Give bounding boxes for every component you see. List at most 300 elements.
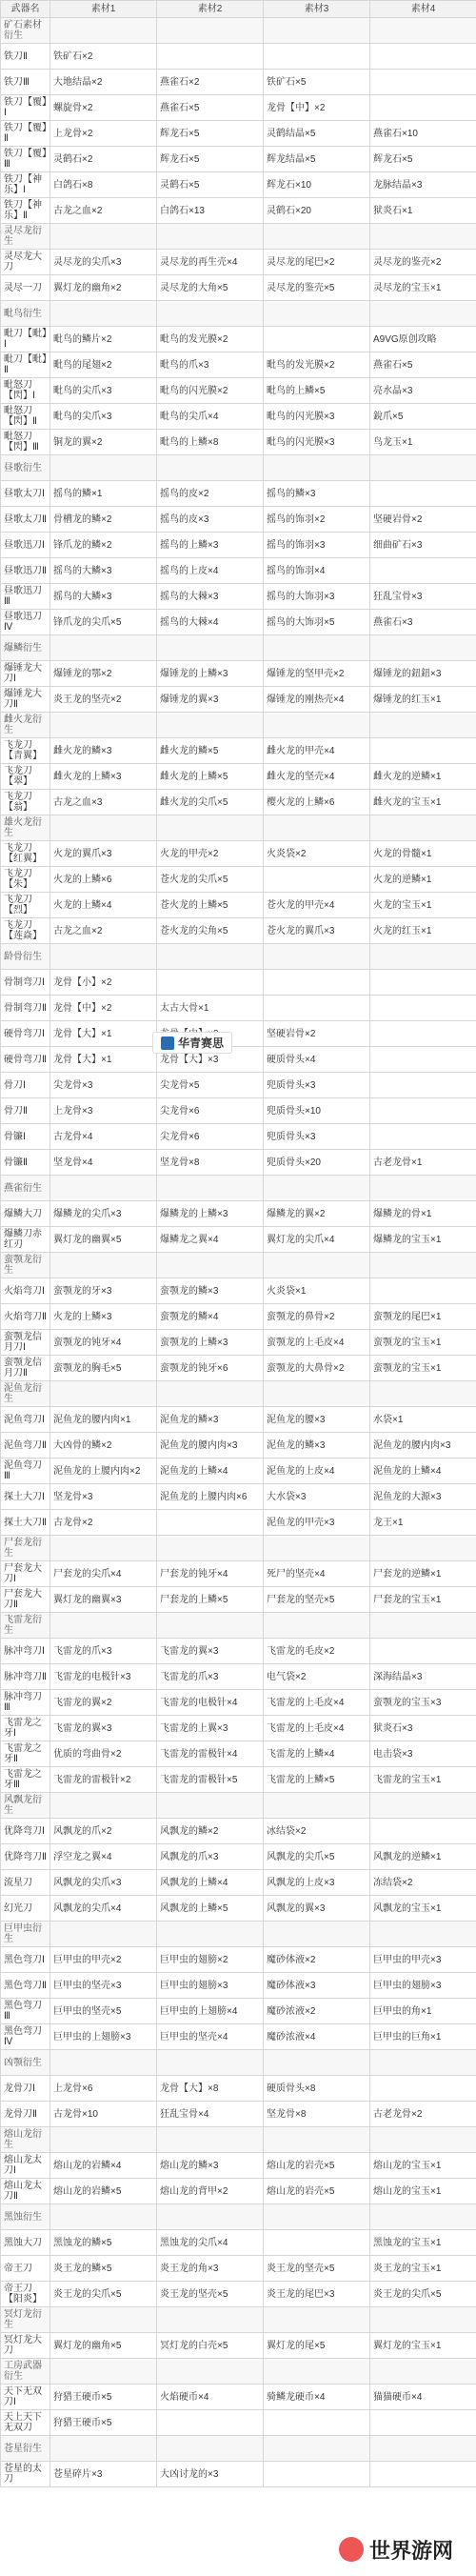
table-row bbox=[1, 867, 476, 893]
weapon-name-cell: 硬骨弯刀Ⅰ bbox=[1, 1021, 50, 1047]
material-cell: 狱炎石×3 bbox=[370, 1716, 476, 1741]
material-cell: 兜质骨头×20 bbox=[264, 1150, 370, 1176]
material-cell: 辉龙石×5 bbox=[370, 147, 476, 172]
material-cell: 魔砂体液×2 bbox=[264, 1947, 370, 1973]
weapon-name-cell: 黑蚀衍生 bbox=[1, 2204, 50, 2230]
material-cell: 炎王龙的尾巴×3 bbox=[264, 2282, 370, 2307]
weapon-name-cell: 飞雷龙之牙Ⅱ bbox=[1, 1741, 50, 1767]
material-cell: 翼灯龙的尾×5 bbox=[264, 2333, 370, 2359]
material-cell bbox=[50, 944, 157, 970]
material-cell: 猫猫硬币×4 bbox=[370, 2385, 476, 2410]
material-cell: 巨甲虫的翅膀×3 bbox=[157, 1973, 264, 1999]
material-cell bbox=[370, 224, 476, 250]
material-cell: 飞雷龙的电极针×4 bbox=[157, 1690, 264, 1716]
material-cell: 炎王龙的尖爪×5 bbox=[370, 2282, 476, 2307]
material-cell bbox=[264, 1613, 370, 1639]
material-cell: 辉龙石×10 bbox=[264, 172, 370, 198]
material-cell: 蛮颚龙的上鳞×3 bbox=[157, 1330, 264, 1356]
weapon-name-cell: 冥灯龙大刀 bbox=[1, 2333, 50, 2359]
material-cell: 苍火龙的尖爪×5 bbox=[157, 867, 264, 893]
material-cell: 蛮颚龙的宝玉×1 bbox=[370, 1356, 476, 1381]
weapon-name-cell: 苍星衍生 bbox=[1, 2436, 50, 2462]
weapon-name-cell: 脉冲弯刀Ⅰ bbox=[1, 1639, 50, 1664]
material-cell bbox=[264, 2307, 370, 2333]
material-cell: 风飘龙的上皮×3 bbox=[264, 1870, 370, 1896]
weapon-name-cell: 幻光刀 bbox=[1, 1896, 50, 1922]
material-cell: 爆锤龙的上鳞×3 bbox=[157, 661, 264, 687]
material-cell: 炎王龙的宝玉×1 bbox=[370, 2256, 476, 2282]
material-cell bbox=[157, 1176, 264, 1201]
header-weapon: 武器名 bbox=[1, 1, 50, 18]
material-cell: 风飘龙的逆鳞×1 bbox=[370, 1844, 476, 1870]
weapon-name-cell: 蛮颚龙信月刀Ⅱ bbox=[1, 1356, 50, 1381]
material-cell: 熔山龙的岩壳×5 bbox=[264, 2153, 370, 2179]
material-cell: 摇鸟的上皮×4 bbox=[157, 558, 264, 584]
table-row bbox=[1, 2102, 476, 2127]
table-row bbox=[1, 1767, 476, 1793]
material-cell: 灵尽龙的宝玉×1 bbox=[370, 275, 476, 301]
material-cell: 龙骨【大】×3 bbox=[157, 1047, 264, 1073]
table-row bbox=[1, 1999, 476, 2024]
material-cell: 雌火龙的上鳞×3 bbox=[50, 764, 157, 790]
material-cell bbox=[370, 944, 476, 970]
material-cell: 黑蚀龙的宝玉×1 bbox=[370, 2230, 476, 2256]
weapon-name-cell: 帝王刀 bbox=[1, 2256, 50, 2282]
weapon-name-cell: 黑色弯刀Ⅳ bbox=[1, 2024, 50, 2050]
material-cell: 巨甲虫的甲壳×2 bbox=[50, 1947, 157, 1973]
weapon-name-cell: 飞龙刀【朱】 bbox=[1, 867, 50, 893]
material-cell: 巨甲虫的上翅膀×3 bbox=[50, 2024, 157, 2050]
table-row bbox=[1, 713, 476, 738]
material-cell: 火龙的骨髓×1 bbox=[370, 841, 476, 867]
material-cell: 毗鸟的发光膜×2 bbox=[264, 352, 370, 378]
material-cell: 龙骨【小】×2 bbox=[50, 970, 157, 996]
material-cell: 尸套龙的上鳞×5 bbox=[157, 1587, 264, 1613]
material-cell bbox=[370, 996, 476, 1021]
material-cell: 摇鸟的大棘×4 bbox=[157, 610, 264, 635]
material-cell: 飞雷龙的翼×2 bbox=[50, 1690, 157, 1716]
material-cell: 爆锤龙的刚热壳×4 bbox=[264, 687, 370, 713]
weapon-name-cell: 黑色弯刀Ⅰ bbox=[1, 1947, 50, 1973]
material-cell: 水袋×1 bbox=[370, 1407, 476, 1433]
material-cell: 毗鸟的发光膜×2 bbox=[157, 327, 264, 352]
material-cell: 古老龙骨×2 bbox=[370, 2102, 476, 2127]
table-row bbox=[1, 1047, 476, 1073]
table-row bbox=[1, 2153, 476, 2179]
material-cell: 铜龙的翼×2 bbox=[50, 430, 157, 455]
table-row bbox=[1, 147, 476, 172]
weapon-name-cell: 爆鳞刀赤红刃 bbox=[1, 1227, 50, 1253]
table-row bbox=[1, 1278, 476, 1304]
weapon-name-cell: 灵尽龙大刀 bbox=[1, 250, 50, 275]
table-row bbox=[1, 1304, 476, 1330]
material-cell bbox=[370, 1819, 476, 1844]
table-row bbox=[1, 1253, 476, 1278]
table-row bbox=[1, 121, 476, 147]
weapon-name-cell: 毗鸟衍生 bbox=[1, 301, 50, 327]
material-cell: 炎王龙的坚壳×5 bbox=[157, 2282, 264, 2307]
material-cell: 兜质骨头×3 bbox=[264, 1073, 370, 1098]
weapon-name-cell: 燕雀衍生 bbox=[1, 1176, 50, 1201]
material-cell bbox=[157, 2436, 264, 2462]
table-row bbox=[1, 764, 476, 790]
material-cell bbox=[370, 738, 476, 764]
material-cell bbox=[50, 1793, 157, 1819]
table-row bbox=[1, 918, 476, 944]
material-cell: 狩猎王硬币×5 bbox=[50, 2385, 157, 2410]
material-cell: 电气袋×2 bbox=[264, 1664, 370, 1690]
material-cell: 优质的弯曲骨×2 bbox=[50, 1741, 157, 1767]
material-cell bbox=[50, 301, 157, 327]
material-cell: 古龙之血×3 bbox=[50, 790, 157, 815]
weapon-name-cell: 泥鱼弯刀Ⅰ bbox=[1, 1407, 50, 1433]
material-cell: 火龙的上鳞×3 bbox=[50, 1304, 157, 1330]
material-cell: 雌火龙的尖爪×5 bbox=[157, 790, 264, 815]
material-cell bbox=[157, 2204, 264, 2230]
material-cell bbox=[370, 301, 476, 327]
material-cell: 雌火龙的宝玉×1 bbox=[370, 790, 476, 815]
material-cell: 魔砂浓液×2 bbox=[264, 1999, 370, 2024]
material-cell: 巨甲虫的坚壳×3 bbox=[50, 1973, 157, 1999]
material-cell bbox=[370, 558, 476, 584]
material-cell bbox=[157, 1536, 264, 1561]
material-cell bbox=[370, 2462, 476, 2487]
table-row bbox=[1, 1510, 476, 1536]
material-cell: 熔山龙的宝玉×1 bbox=[370, 2153, 476, 2179]
weapon-name-cell: 冥灯龙衍生 bbox=[1, 2307, 50, 2333]
material-cell: 飞雷龙的爪×3 bbox=[157, 1664, 264, 1690]
material-cell: 风飘龙的翼×3 bbox=[264, 1896, 370, 1922]
weapon-name-cell: 黑蚀大刀 bbox=[1, 2230, 50, 2256]
material-cell: 摇鸟的上鳞×3 bbox=[157, 533, 264, 558]
material-cell bbox=[157, 2359, 264, 2385]
material-cell bbox=[50, 1253, 157, 1278]
material-cell bbox=[157, 1793, 264, 1819]
weapon-name-cell: 熔山龙太刀Ⅰ bbox=[1, 2153, 50, 2179]
weapon-name-cell: 昼歌迅刀Ⅲ bbox=[1, 584, 50, 610]
material-cell: 泥鱼龙的甲壳×3 bbox=[264, 1510, 370, 1536]
weapon-name-cell: 泥鱼龙衍生 bbox=[1, 1381, 50, 1407]
weapon-name-cell: 铁刀【覆】Ⅰ bbox=[1, 95, 50, 121]
material-cell: 坚龙骨×4 bbox=[50, 1150, 157, 1176]
table-row bbox=[1, 1227, 476, 1253]
material-cell: A9VG原创攻略 bbox=[370, 327, 476, 352]
material-cell: 爆鳞龙的翼×2 bbox=[264, 1201, 370, 1227]
weapon-name-cell: 铁刀【覆】Ⅲ bbox=[1, 147, 50, 172]
material-cell bbox=[264, 327, 370, 352]
weapon-name-cell: 昼歌迅刀Ⅰ bbox=[1, 533, 50, 558]
table-row bbox=[1, 1870, 476, 1896]
material-cell bbox=[264, 815, 370, 841]
material-cell: 龙王×1 bbox=[370, 1510, 476, 1536]
material-cell: 熔山龙的宝玉×1 bbox=[370, 2179, 476, 2204]
material-cell bbox=[264, 944, 370, 970]
material-cell bbox=[370, 1922, 476, 1947]
material-cell: 毗鸟的上鳞×5 bbox=[264, 378, 370, 404]
material-cell: 雌火龙的上鳞×5 bbox=[157, 764, 264, 790]
material-cell: 毗鸟的尖爪×4 bbox=[157, 404, 264, 430]
material-cell: 黑蚀龙的尖爪×4 bbox=[157, 2230, 264, 2256]
material-cell bbox=[370, 1793, 476, 1819]
material-cell: 巨甲虫的翅膀×2 bbox=[157, 1947, 264, 1973]
material-cell bbox=[50, 1613, 157, 1639]
table-row bbox=[1, 893, 476, 918]
table-row bbox=[1, 327, 476, 352]
material-cell: 风飘龙的上鳞×4 bbox=[157, 1870, 264, 1896]
material-cell: 爆鳞龙的骨×1 bbox=[370, 1201, 476, 1227]
material-cell: 熔山龙的鳞×3 bbox=[157, 2153, 264, 2179]
table-row bbox=[1, 1330, 476, 1356]
weapon-name-cell: 飞雷龙衍生 bbox=[1, 1613, 50, 1639]
weapon-name-cell: 蛮颚龙信月刀Ⅰ bbox=[1, 1330, 50, 1356]
material-cell bbox=[50, 1176, 157, 1201]
material-cell: 灵尽龙的鉴壳×2 bbox=[370, 250, 476, 275]
weapon-name-cell: 探土大刀Ⅱ bbox=[1, 1510, 50, 1536]
table-row bbox=[1, 2230, 476, 2256]
table-row bbox=[1, 1716, 476, 1741]
material-cell: 巨甲虫的坚壳×4 bbox=[157, 2024, 264, 2050]
material-cell: 火龙的红玉×1 bbox=[370, 918, 476, 944]
weapon-name-cell: 帝王刀【阳炎】 bbox=[1, 2282, 50, 2307]
material-cell: 狂乱宝骨×4 bbox=[157, 2102, 264, 2127]
material-cell: 火焰硬币×4 bbox=[157, 2385, 264, 2410]
weapon-name-cell: 飞雷龙之牙Ⅲ bbox=[1, 1767, 50, 1793]
material-cell bbox=[370, 815, 476, 841]
material-cell: 蛮颚龙的钝牙×6 bbox=[157, 1356, 264, 1381]
weapon-name-cell: 飞雷龙之牙Ⅰ bbox=[1, 1716, 50, 1741]
material-cell: 泥鱼龙的上鳞×4 bbox=[370, 1459, 476, 1484]
table-row bbox=[1, 1381, 476, 1407]
material-cell: 苍火龙的翼爪×3 bbox=[264, 918, 370, 944]
table-row bbox=[1, 481, 476, 507]
material-cell: 亮水晶×3 bbox=[370, 378, 476, 404]
material-cell: 爆锤龙的鈕鈕×3 bbox=[370, 661, 476, 687]
weapon-name-cell: 骨制弯刀Ⅰ bbox=[1, 970, 50, 996]
material-cell bbox=[370, 713, 476, 738]
material-cell: 古龙骨×4 bbox=[50, 1124, 157, 1150]
material-cell: 飞雷龙的翼×3 bbox=[157, 1639, 264, 1664]
material-cell bbox=[157, 1510, 264, 1536]
material-cell: 尸套龙的钝牙×4 bbox=[157, 1561, 264, 1587]
table-row bbox=[1, 661, 476, 687]
material-cell: 火龙的上鳞×6 bbox=[50, 867, 157, 893]
material-cell: 毗鸟的上鳞×8 bbox=[157, 430, 264, 455]
material-cell: 飞雷龙的翼×3 bbox=[50, 1716, 157, 1741]
material-cell: 燕雀石×10 bbox=[370, 121, 476, 147]
material-cell: 白鸽石×8 bbox=[50, 172, 157, 198]
weapon-name-cell: 尸套龙大刀Ⅱ bbox=[1, 1587, 50, 1613]
table-row bbox=[1, 1587, 476, 1613]
material-cell: 灵尽龙的鉴壳×5 bbox=[264, 275, 370, 301]
material-cell: 翼灯龙的宝玉×1 bbox=[370, 2333, 476, 2359]
table-row bbox=[1, 1176, 476, 1201]
logo-mark-icon bbox=[339, 2537, 364, 2562]
material-cell: 飞雷龙的宝玉×1 bbox=[370, 1767, 476, 1793]
weapon-name-cell: 毗怒刀【閃】Ⅱ bbox=[1, 404, 50, 430]
material-cell bbox=[264, 1176, 370, 1201]
material-cell bbox=[370, 44, 476, 70]
material-cell bbox=[50, 2050, 157, 2076]
table-row bbox=[1, 2024, 476, 2050]
material-cell: 大水袋×3 bbox=[264, 1484, 370, 1510]
weapon-name-cell: 骨刀Ⅱ bbox=[1, 1098, 50, 1124]
material-cell: 尖龙骨×5 bbox=[157, 1073, 264, 1098]
material-cell: 摇鸟的大鳞×3 bbox=[50, 584, 157, 610]
material-cell: 冰结袋×2 bbox=[264, 1819, 370, 1844]
material-cell bbox=[264, 713, 370, 738]
material-cell: 摇鸟的皮×2 bbox=[157, 481, 264, 507]
material-cell: 上龙骨×6 bbox=[50, 2076, 157, 2102]
material-cell: 灵鹤石×2 bbox=[50, 147, 157, 172]
material-cell bbox=[264, 996, 370, 1021]
material-cell: 蛮颚龙的尾巴×1 bbox=[370, 1304, 476, 1330]
watermark-text: 华青赛思 bbox=[178, 1036, 225, 1050]
weapon-name-cell: 毗刀【毗】Ⅰ bbox=[1, 327, 50, 352]
material-cell bbox=[264, 2359, 370, 2385]
material-cell: 苍火龙的尖角×5 bbox=[157, 918, 264, 944]
material-cell: 冻结袋×2 bbox=[370, 1870, 476, 1896]
material-cell: 摇鸟的鳞×1 bbox=[50, 481, 157, 507]
material-cell: 燕雀石×5 bbox=[370, 352, 476, 378]
table-row bbox=[1, 2256, 476, 2282]
site-logo bbox=[320, 2526, 472, 2572]
material-cell bbox=[157, 1613, 264, 1639]
material-cell bbox=[264, 44, 370, 70]
material-cell: 毗鸟的尖爪×3 bbox=[50, 404, 157, 430]
material-cell bbox=[50, 2127, 157, 2153]
watermark-icon bbox=[161, 1036, 174, 1050]
material-cell bbox=[157, 18, 264, 44]
table-row bbox=[1, 2307, 476, 2333]
material-cell: 锋爪龙的尖爪×5 bbox=[50, 610, 157, 635]
material-cell: 黑蚀龙的鳞×5 bbox=[50, 2230, 157, 2256]
weapon-name-cell: 流星刀 bbox=[1, 1870, 50, 1896]
material-cell: 硬质骨头×8 bbox=[264, 2076, 370, 2102]
table-row bbox=[1, 584, 476, 610]
material-cell: 灵尽龙的大角×5 bbox=[157, 275, 264, 301]
material-cell bbox=[370, 1098, 476, 1124]
material-cell: 锋爪龙的鳞×2 bbox=[50, 533, 157, 558]
material-cell: 飞雷龙的雷极针×5 bbox=[157, 1767, 264, 1793]
weapon-name-cell: 铁刀【覆】Ⅱ bbox=[1, 121, 50, 147]
material-cell: 骨槽龙的鳞×2 bbox=[50, 507, 157, 533]
material-cell: 泥鱼龙的鳞×3 bbox=[264, 1433, 370, 1459]
material-cell: 苍火龙的甲壳×4 bbox=[264, 893, 370, 918]
material-cell: 熔山龙的岩壳×5 bbox=[264, 2179, 370, 2204]
weapon-name-cell: 飞龙刀【莲焱】 bbox=[1, 918, 50, 944]
material-cell: 古龙之血×2 bbox=[50, 198, 157, 224]
material-cell: 风飘龙的上鳞×5 bbox=[157, 1896, 264, 1922]
material-cell: 死尸的坚壳×4 bbox=[264, 1561, 370, 1587]
material-cell bbox=[264, 2204, 370, 2230]
table-row bbox=[1, 2204, 476, 2230]
material-cell: 灵尽龙的再生壳×4 bbox=[157, 250, 264, 275]
weapon-name-cell: 昼歌迅刀Ⅱ bbox=[1, 558, 50, 584]
weapon-name-cell: 毗怒刀【閃】Ⅰ bbox=[1, 378, 50, 404]
table-row bbox=[1, 1098, 476, 1124]
table-row bbox=[1, 1819, 476, 1844]
material-cell: 毗鸟的爪×3 bbox=[157, 352, 264, 378]
table-row bbox=[1, 1741, 476, 1767]
material-cell: 大凶讨龙的×3 bbox=[157, 2462, 264, 2487]
weapon-name-cell: 骨刀Ⅰ bbox=[1, 1073, 50, 1098]
table-row bbox=[1, 815, 476, 841]
material-cell: 燕雀石×2 bbox=[157, 70, 264, 95]
material-cell bbox=[50, 2204, 157, 2230]
material-cell bbox=[157, 944, 264, 970]
material-cell: 雌火龙的逆鳞×1 bbox=[370, 764, 476, 790]
weapon-name-cell: 骨镰Ⅰ bbox=[1, 1124, 50, 1150]
table-row bbox=[1, 2127, 476, 2153]
material-cell bbox=[157, 2410, 264, 2436]
table-row bbox=[1, 1150, 476, 1176]
material-cell: 泥鱼龙的腰内肉×3 bbox=[370, 1433, 476, 1459]
weapon-name-cell: 龙骨刀Ⅰ bbox=[1, 2076, 50, 2102]
material-cell bbox=[370, 1047, 476, 1073]
material-cell bbox=[264, 2050, 370, 2076]
material-cell: 蛮颚龙的大鼻骨×2 bbox=[264, 1356, 370, 1381]
material-cell: 蛮颚龙的钝牙×4 bbox=[50, 1330, 157, 1356]
material-cell: 爆锤龙的红玉×1 bbox=[370, 687, 476, 713]
material-cell bbox=[157, 44, 264, 70]
material-cell bbox=[157, 713, 264, 738]
material-cell bbox=[264, 2410, 370, 2436]
material-cell: 铁矿石×2 bbox=[50, 44, 157, 70]
material-cell bbox=[264, 2127, 370, 2153]
material-cell: 坚龙骨×3 bbox=[50, 1484, 157, 1510]
material-cell: 古龙骨×10 bbox=[50, 2102, 157, 2127]
material-cell: 泥鱼龙的腰×3 bbox=[264, 1407, 370, 1433]
material-cell: 苍火龙的上鳞×5 bbox=[157, 893, 264, 918]
table-row bbox=[1, 533, 476, 558]
weapon-name-cell: 雄火龙衍生 bbox=[1, 815, 50, 841]
table-row bbox=[1, 2333, 476, 2359]
table-row bbox=[1, 2410, 476, 2436]
material-cell: 坚硬岩骨×2 bbox=[264, 1021, 370, 1047]
table-row bbox=[1, 2282, 476, 2307]
material-cell: 铁矿石×5 bbox=[264, 70, 370, 95]
material-cell: 翼灯龙的幽角×5 bbox=[50, 2333, 157, 2359]
material-cell bbox=[370, 481, 476, 507]
material-cell: 飞雷龙的上鳞×4 bbox=[264, 1741, 370, 1767]
material-cell bbox=[157, 1922, 264, 1947]
material-cell: 上龙骨×2 bbox=[50, 121, 157, 147]
weapon-name-cell: 风飘龙衍生 bbox=[1, 1793, 50, 1819]
weapon-name-cell: 飞龙刀【红翼】 bbox=[1, 841, 50, 867]
material-cell bbox=[157, 635, 264, 661]
material-cell: 坚龙骨×8 bbox=[157, 1150, 264, 1176]
material-cell: 飞雷龙的上毛皮×4 bbox=[264, 1716, 370, 1741]
material-cell: 翼灯龙的幽翼×3 bbox=[50, 1587, 157, 1613]
material-cell: 翼灯龙的幽翼×5 bbox=[50, 1227, 157, 1253]
header-material-2: 素材2 bbox=[157, 1, 264, 18]
material-cell: 辉龙石×5 bbox=[157, 147, 264, 172]
material-cell: 坚龙骨×8 bbox=[264, 2102, 370, 2127]
material-cell bbox=[370, 1278, 476, 1304]
table-row bbox=[1, 790, 476, 815]
material-cell: 上龙骨×3 bbox=[50, 1098, 157, 1124]
table-row bbox=[1, 1664, 476, 1690]
weapon-name-cell: 龙骨刀Ⅱ bbox=[1, 2102, 50, 2127]
weapon-name-cell: 飞龙刀【翠】 bbox=[1, 764, 50, 790]
material-cell bbox=[370, 70, 476, 95]
table-row bbox=[1, 970, 476, 996]
weapon-name-cell: 铁刀Ⅲ bbox=[1, 70, 50, 95]
table-row bbox=[1, 635, 476, 661]
material-cell: 毗鸟的尖爪×3 bbox=[50, 378, 157, 404]
material-cell bbox=[370, 2359, 476, 2385]
material-cell: 熔山龙的岩鳞×5 bbox=[50, 2179, 157, 2204]
